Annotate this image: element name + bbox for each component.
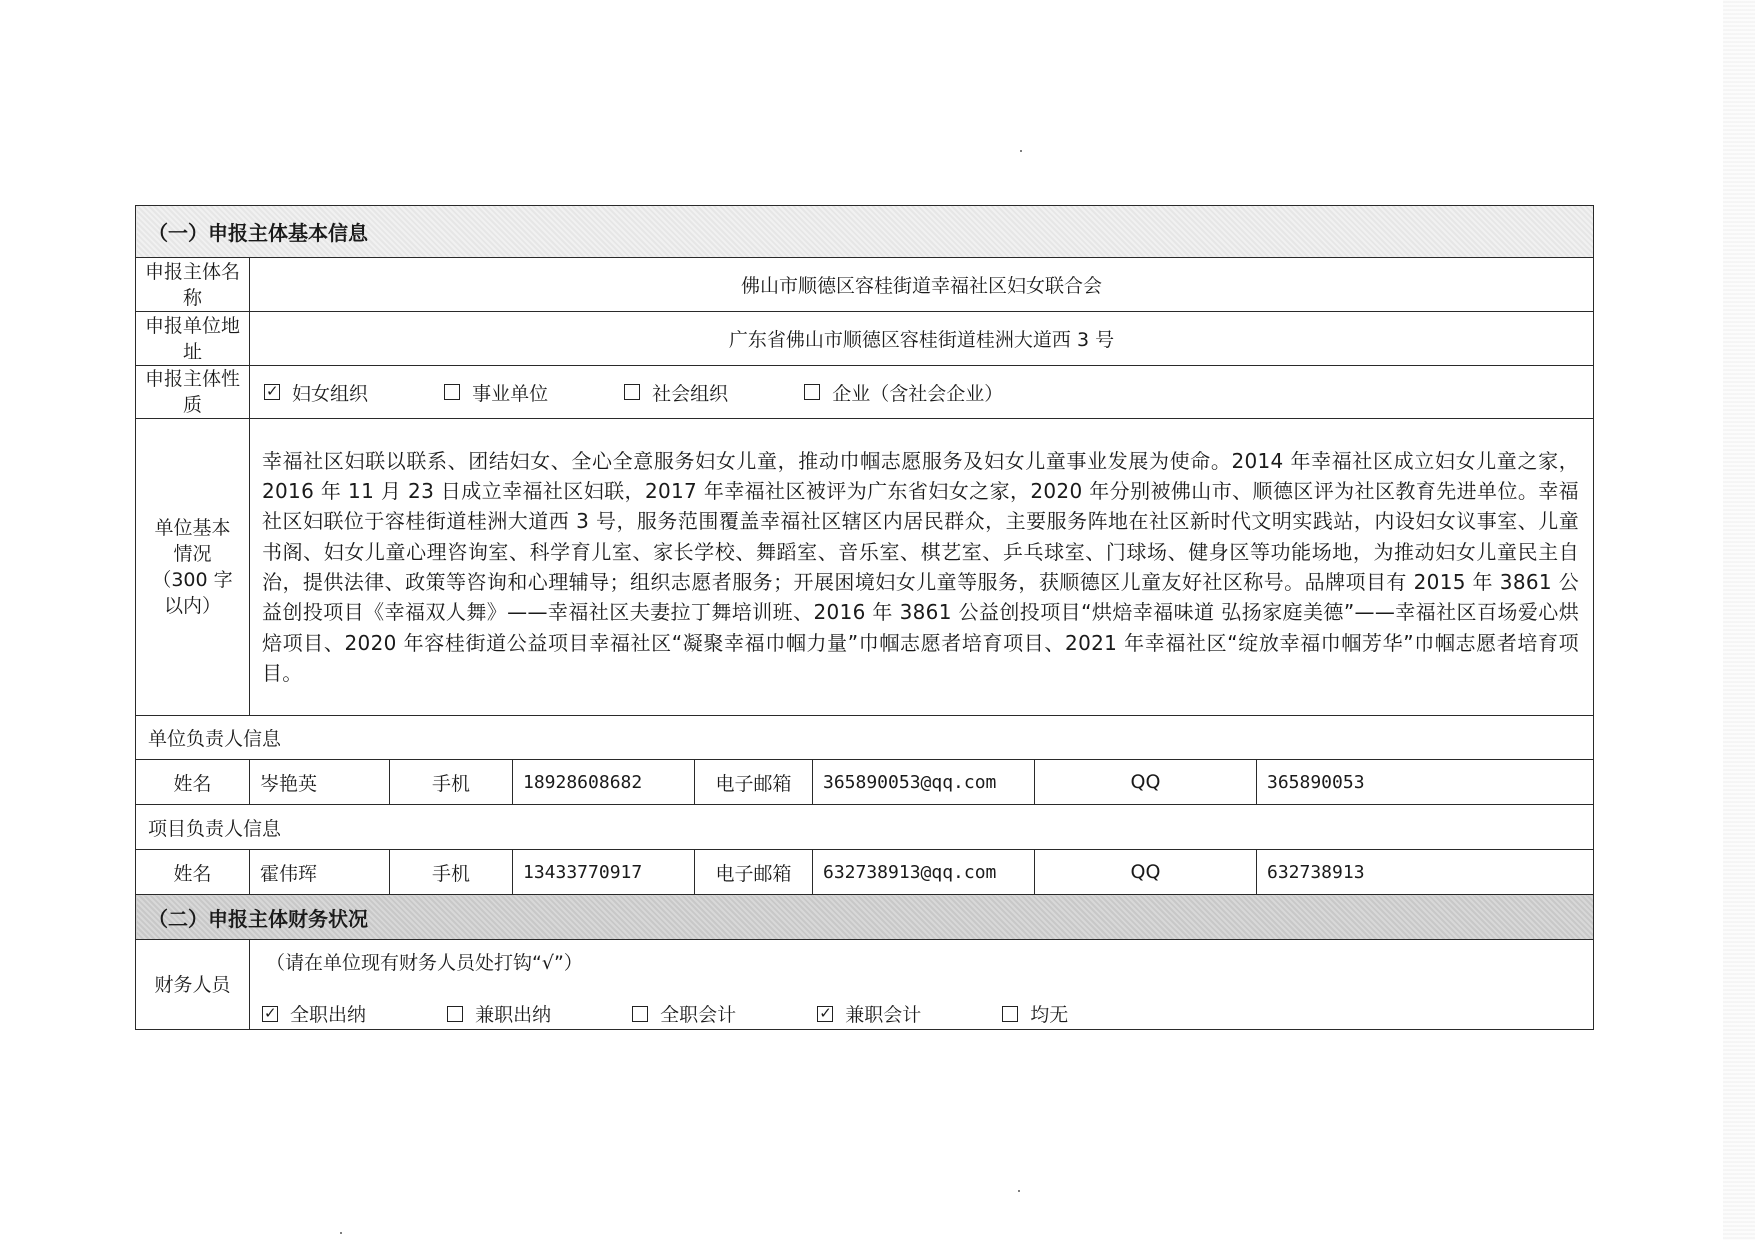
nature-option-public-institution[interactable] (444, 379, 548, 406)
checkbox-checked-icon[interactable] (817, 1006, 833, 1022)
finance-staff-label-cell (136, 940, 250, 1030)
unit-head-name-label-cell (136, 760, 250, 805)
scan-speck (1020, 150, 1022, 152)
project-head-qq-cell (1257, 850, 1594, 895)
section-basic-info-header (136, 206, 1594, 258)
checkbox-empty-icon[interactable] (447, 1006, 463, 1022)
unit-head-email-label-cell (695, 760, 813, 805)
checkbox-empty-icon[interactable] (624, 384, 640, 400)
finance-option-label: 兼职出纳 (475, 1004, 552, 1026)
basic-info-label-cell (136, 419, 250, 716)
project-head-name: 霍伟珲 (260, 862, 318, 885)
checkbox-checked-icon[interactable] (264, 384, 280, 400)
address-value: 广东省佛山市顺德区容桂街道桂洲大道西 3 号 (728, 329, 1115, 351)
unit-head-email: 365890053@qq.com (823, 771, 997, 793)
unit-head-qq: 365890053 (1267, 771, 1365, 793)
finance-options (250, 986, 1593, 1027)
unit-head-title: 单位负责人信息 (148, 728, 282, 750)
project-head-name-label: 姓名 (173, 862, 212, 885)
project-head-phone-cell (513, 850, 695, 895)
applicant-name-label: 申报主体名称 (144, 260, 240, 309)
project-head-name-label-cell (136, 850, 250, 895)
nature-label: 申报主体性质 (144, 368, 240, 416)
applicant-name-cell (250, 258, 1594, 312)
finance-option-label: 均无 (1030, 1004, 1069, 1026)
unit-head-phone-label: 手机 (431, 772, 470, 795)
nature-option-social-org[interactable] (624, 379, 728, 406)
unit-head-name-label: 姓名 (173, 772, 212, 795)
section-finance-title: （二）申报主体财务状况 (148, 906, 368, 931)
checkbox-empty-icon[interactable] (444, 384, 460, 400)
scan-speck (1018, 1190, 1020, 1192)
section-basic-info-title: （一）申报主体基本信息 (148, 221, 368, 245)
finance-staff-label: 财务人员 (154, 973, 231, 996)
checkbox-empty-icon[interactable] (1002, 1006, 1018, 1022)
unit-head-qq-label: QQ (1130, 771, 1161, 793)
checkbox-empty-icon[interactable] (804, 384, 820, 400)
finance-staff-cell (250, 940, 1594, 1030)
basic-info-label: 单位基本情况（300 字以内） (152, 517, 233, 617)
nature-option-label: 妇女组织 (292, 382, 369, 405)
nature-option-label: 社会组织 (652, 382, 729, 405)
scan-speck (340, 1232, 342, 1234)
unit-head-email-label: 电子邮箱 (715, 772, 792, 795)
unit-head-section-header (136, 716, 1594, 760)
nature-option-label: 事业单位 (472, 382, 549, 405)
nature-option-label: 企业（含社会企业） (832, 382, 1004, 405)
nature-option-women-org[interactable] (264, 379, 368, 406)
project-head-email-label-cell (695, 850, 813, 895)
project-head-title: 项目负责人信息 (148, 817, 282, 840)
finance-note: （请在单位现有财务人员处打钩“√”） (266, 952, 583, 974)
unit-head-phone-cell (513, 760, 695, 805)
unit-head-name-cell (250, 760, 390, 805)
applicant-name-label-cell (136, 258, 250, 312)
nature-label-cell (136, 366, 250, 419)
project-head-section-header (136, 805, 1594, 850)
project-head-name-cell (250, 850, 390, 895)
checkbox-checked-icon[interactable] (262, 1006, 278, 1022)
finance-option-label: 全职出纳 (290, 1004, 367, 1026)
unit-head-email-cell (813, 760, 1035, 805)
project-head-email-label: 电子邮箱 (715, 862, 792, 885)
nature-options-cell (250, 366, 1594, 419)
address-label-cell (136, 312, 250, 366)
unit-head-phone-label-cell (390, 760, 513, 805)
project-head-phone-label-cell (390, 850, 513, 895)
address-label: 申报单位地址 (144, 314, 240, 363)
finance-option-parttime-accountant[interactable] (817, 1000, 921, 1027)
application-form-table (135, 205, 1594, 1030)
section-finance-header (136, 895, 1594, 940)
finance-option-none[interactable] (1002, 1000, 1068, 1027)
project-head-phone: 13433770917 (523, 861, 643, 883)
project-head-qq: 632738913 (1267, 861, 1365, 883)
basic-info-text-cell (250, 419, 1594, 716)
unit-head-qq-cell (1257, 760, 1594, 805)
finance-option-parttime-cashier[interactable] (447, 1000, 551, 1027)
project-head-phone-label: 手机 (431, 862, 470, 885)
nature-option-enterprise[interactable] (804, 379, 1003, 406)
project-head-email-cell (813, 850, 1035, 895)
unit-head-qq-label-cell (1035, 760, 1257, 805)
finance-option-label: 全职会计 (660, 1004, 737, 1026)
applicant-name-value: 佛山市顺德区容桂街道幸福社区妇女联合会 (740, 275, 1102, 297)
checkbox-empty-icon[interactable] (632, 1006, 648, 1022)
unit-head-name: 岑艳英 (260, 772, 318, 795)
address-cell (250, 312, 1594, 366)
unit-head-phone: 18928608682 (523, 771, 643, 793)
scanned-page-edge (1723, 0, 1755, 1240)
project-head-qq-label: QQ (1130, 861, 1161, 883)
project-head-email: 632738913@qq.com (823, 861, 997, 883)
finance-option-label: 兼职会计 (845, 1004, 922, 1026)
basic-info-text: 幸福社区妇联以联系、团结妇女、全心全意服务妇女儿童，推动巾帼志愿服务及妇女儿童事业发展为使命。2014 年幸福社区成立妇女儿童之家，2016 年 11 月 23 日成立幸福社区妇联，2017 年幸福社区被评为广东省妇女之家，2020 年分别被佛山市、顺德区评为社区教育先进单位。幸福社区妇联位于容桂街道桂洲大道西 3 号，服务范围覆盖幸福社区辖区内居民群众，主要服务阵地在社区新时代文明实践站，内设妇女议事室、儿童书阁、妇女儿童心理咨询室、科学育儿室、家长学校、舞蹈室、音乐室、棋艺室、乒乓球室、门球场、健身区等功能场地，为推动妇女儿童民主自治，提供法律、政策等咨询和心理辅导；组织志愿者服务；开展困境妇女儿童等服务，获顺德区儿童友好社区称号。品牌项目有 2015 年 3861 公益创投项目《幸福双人舞》——幸福社区夫妻拉丁舞培训班、2016 年 3861 公益创投项目“烘焙幸福味道 弘扬家庭美德”——幸福社区百场爱心烘焙项目、2020 年容桂街道公益项目幸福社区“凝聚幸福巾帼力量”巾帼志愿者培育项目、2021 年幸福社区“绽放幸福巾帼芳华”巾帼志愿者培育项目。 (262, 448, 1579, 685)
project-head-qq-label-cell (1035, 850, 1257, 895)
finance-option-fulltime-cashier[interactable] (262, 1000, 366, 1027)
finance-option-fulltime-accountant[interactable] (632, 1000, 736, 1027)
